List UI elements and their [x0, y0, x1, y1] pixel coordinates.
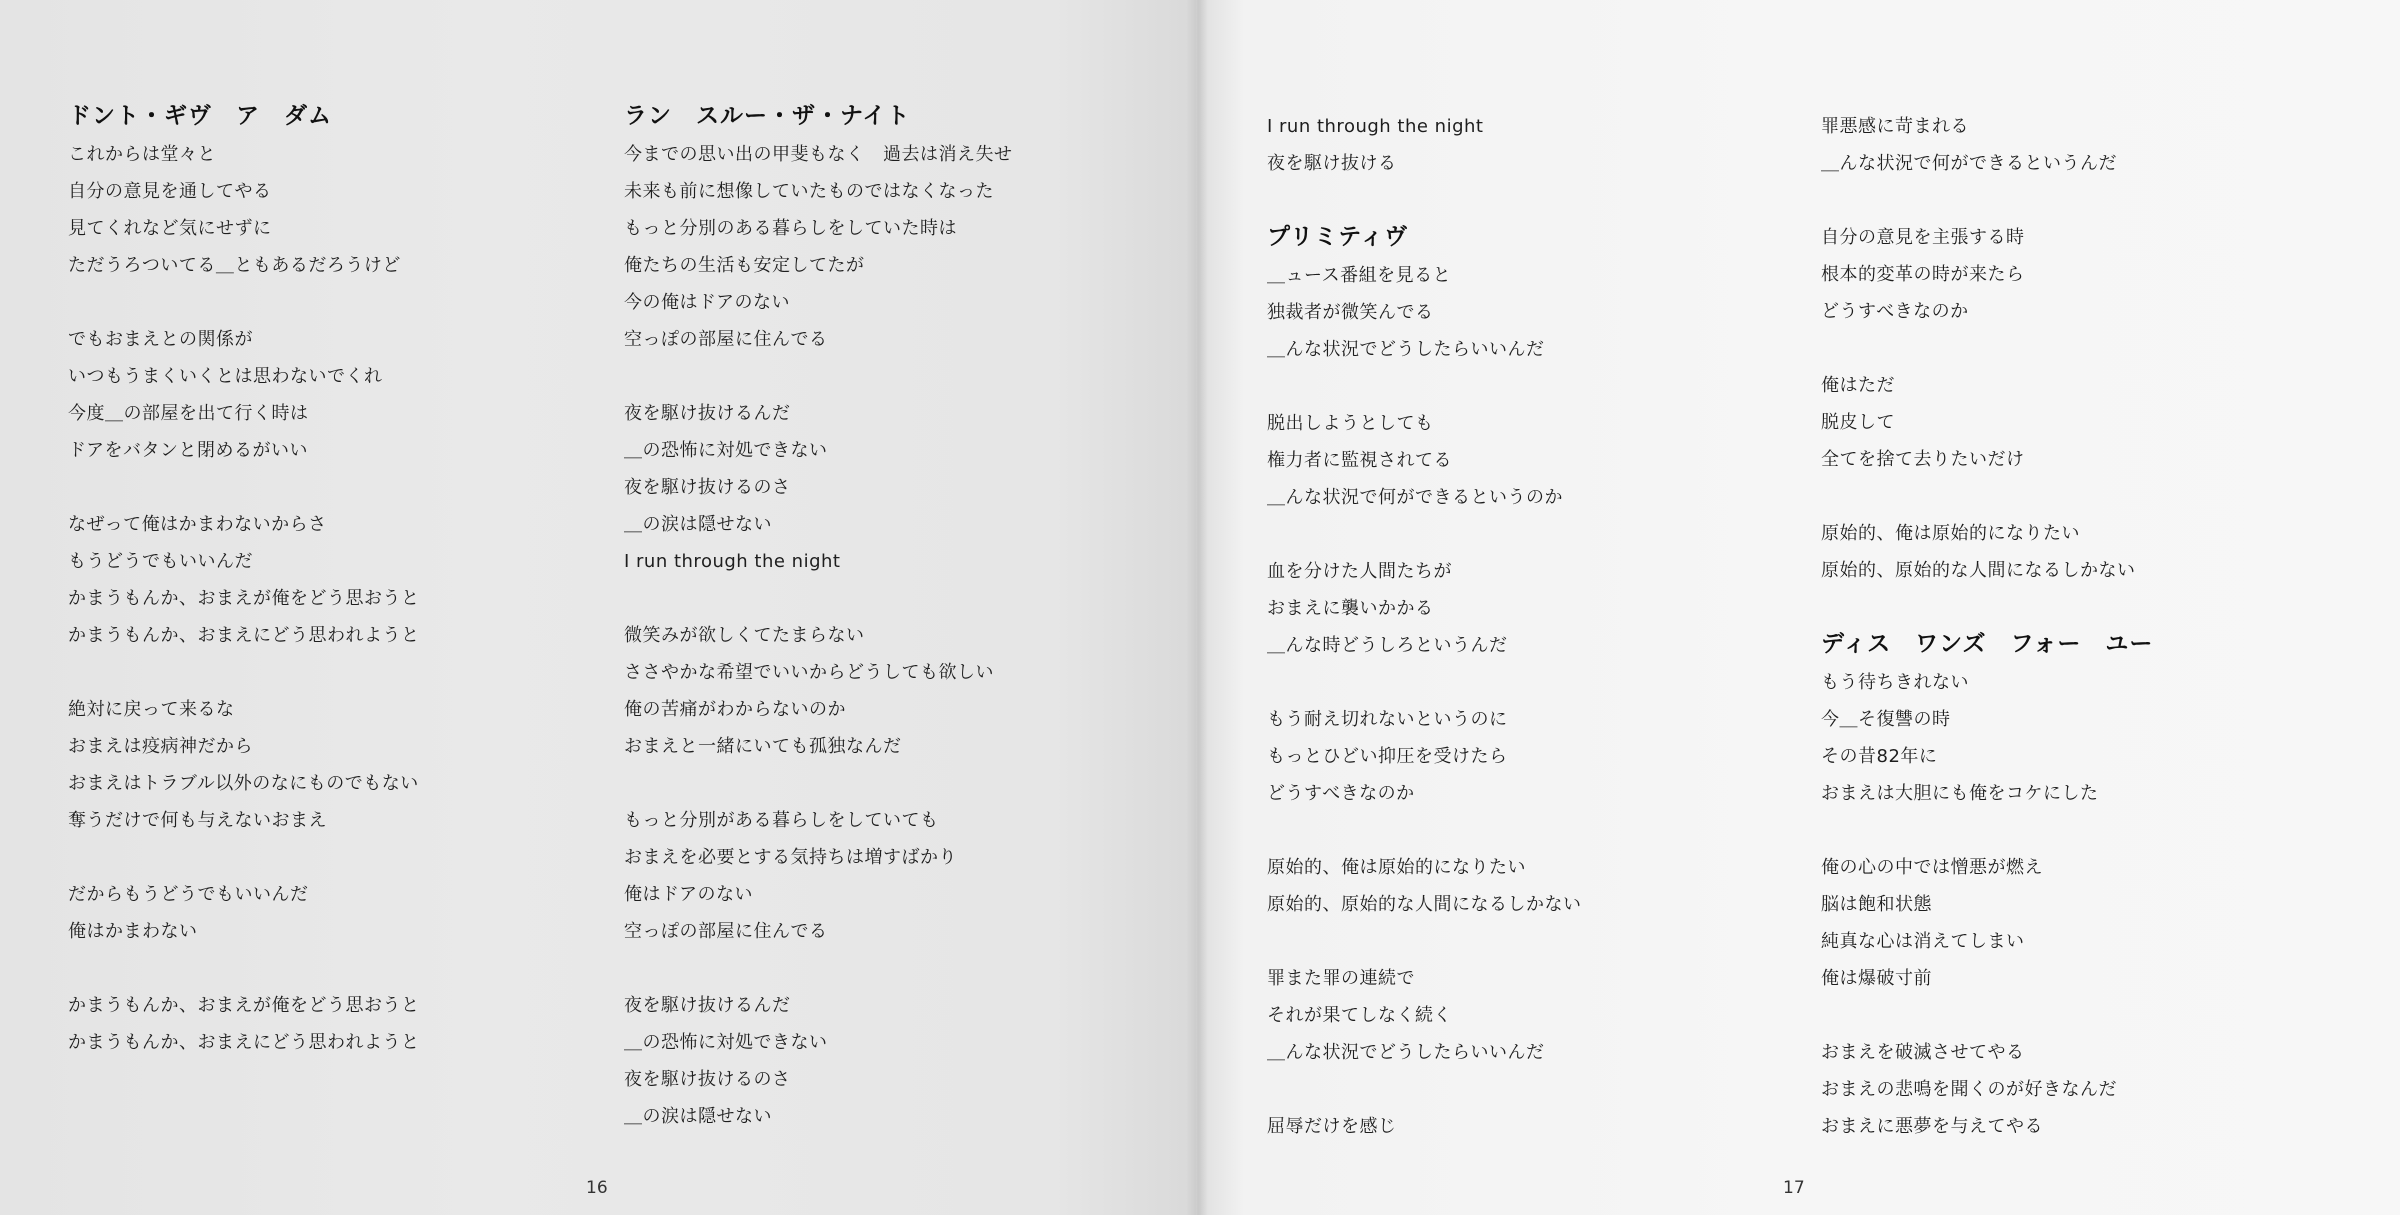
lyric-line: ＿んな状況でどうしたらいいんだ	[1267, 1042, 1545, 1063]
lyric-line: それが果てしなく続く	[1267, 1005, 1452, 1026]
song-run-through-the-night	[624, 97, 1164, 1135]
lyric-line: 空っぽの部屋に住んでる	[624, 329, 828, 350]
stanza-gap	[1267, 368, 1807, 405]
lyric-line: もっと分別のある暮らしをしていた時は	[624, 218, 957, 239]
stanza-gap	[1821, 330, 2361, 367]
lyric-line: 脱皮して	[1821, 412, 1895, 433]
lyric-line: もう耐え切れないというのに	[1267, 709, 1508, 730]
lyric-line: 独裁者が微笑んでる	[1267, 302, 1434, 323]
stanza-gap	[1821, 997, 2361, 1034]
lyric-line: どうすべきなのか	[1821, 301, 1969, 322]
lyric-line: おまえは疫病神だから	[68, 736, 253, 757]
lyric-line: だからもうどうでもいいんだ	[68, 884, 309, 905]
lyrics-column-1	[68, 97, 608, 1097]
page-number: 17	[1783, 1178, 1805, 1198]
lyric-line: かまうもんか、おまえにどう思われようと	[68, 1032, 420, 1053]
lyric-line: これからは堂々と	[68, 144, 216, 165]
song-dont-give-a-damn	[68, 97, 608, 1061]
stanza-gap	[68, 284, 608, 321]
lyric-line: 原始的、俺は原始的になりたい	[1821, 523, 2080, 544]
lyric-line: おまえは大胆にも俺をコケにした	[1821, 783, 2099, 804]
lyric-line: 夜を駆け抜けるのさ	[624, 1069, 791, 1090]
song-title: プリミティヴ	[1267, 224, 1409, 250]
lyric-line: ＿んな状況で何ができるというのか	[1267, 487, 1563, 508]
stanza-gap	[68, 654, 608, 691]
lyric-line: 血を分けた人間たちが	[1267, 561, 1452, 582]
lyric-line: 原始的、原始的な人間になるしかない	[1821, 560, 2136, 581]
lyric-line: ＿んな状況でどうしたらいいんだ	[1267, 339, 1545, 360]
lyric-line: かまうもんか、おまえにどう思われようと	[68, 625, 420, 646]
lyric-line: ＿の涙は隠せない	[624, 514, 772, 535]
lyric-line: 根本的変革の時が来たら	[1821, 264, 2025, 285]
lyric-line: 俺はかまわない	[68, 921, 198, 942]
lyric-line: 権力者に監視されてる	[1267, 450, 1452, 471]
lyric-line: 俺の苦痛がわからないのか	[624, 699, 846, 720]
lyric-line: おまえを破滅させてやる	[1821, 1042, 2025, 1063]
lyric-line: 夜を駆け抜けるのさ	[624, 477, 791, 498]
stanza-gap	[1267, 812, 1807, 849]
lyric-line: 全てを捨て去りたいだけ	[1821, 449, 2025, 470]
stanza-gap	[624, 358, 1164, 395]
lyric-line: 俺たちの生活も安定してたが	[624, 255, 865, 276]
lyrics-column-3	[1267, 108, 1807, 1181]
song-this-ones-for-you	[1821, 625, 2361, 1145]
stanza-gap	[624, 765, 1164, 802]
lyric-line: かまうもんか、おまえが俺をどう思おうと	[68, 588, 420, 609]
stanza-gap	[1267, 1071, 1807, 1108]
lyric-line: ＿の恐怖に対処できない	[624, 1032, 828, 1053]
stanza-gap	[1821, 182, 2361, 219]
song-title: ディス ワンズ フォー ユー	[1821, 631, 2154, 657]
lyric-line: ドアをバタンと閉めるがいい	[68, 440, 308, 461]
lyric-line: 未来も前に想像していたものではなくなった	[624, 181, 994, 202]
lyric-line: 原始的、俺は原始的になりたい	[1267, 857, 1526, 878]
lyric-line: おまえはトラブル以外のなにものでもない	[68, 773, 419, 794]
lyric-line: もっとひどい抑圧を受けたら	[1267, 746, 1508, 767]
lyric-line: 罪また罪の連続で	[1267, 968, 1415, 989]
lyric-line: I run through the night	[1267, 116, 1484, 137]
page-number: 16	[586, 1178, 608, 1198]
stanza-gap	[1821, 478, 2361, 515]
lyric-line: ＿の涙は隠せない	[624, 1106, 772, 1127]
lyric-line: その昔82年に	[1821, 746, 1938, 767]
lyric-line: 俺は爆破寸前	[1821, 968, 1932, 989]
lyric-line: 脳は飽和状態	[1821, 894, 1932, 915]
lyric-line: もっと分別がある暮らしをしていても	[624, 810, 939, 831]
stanza-gap	[1267, 516, 1807, 553]
lyric-line: どうすべきなのか	[1267, 783, 1415, 804]
lyric-line: 夜を駆け抜ける	[1267, 153, 1397, 174]
lyric-line: おまえと一緒にいても孤独なんだ	[624, 736, 902, 757]
lyric-line: ＿んな状況で何ができるというんだ	[1821, 153, 2117, 174]
lyrics-column-2	[624, 97, 1164, 1171]
lyric-line: 夜を駆け抜けるんだ	[624, 995, 791, 1016]
lyric-line: 夜を駆け抜けるんだ	[624, 403, 791, 424]
lyric-line: 今までの思い出の甲斐もなく 過去は消え失せ	[624, 144, 1013, 165]
lyric-line: 屈辱だけを感じ	[1267, 1116, 1397, 1137]
lyric-line: いつもうまくいくとは思わないでくれ	[68, 366, 383, 387]
stanza-gap	[68, 950, 608, 987]
lyric-line: もうどうでもいいんだ	[68, 551, 253, 572]
stanza-gap	[624, 950, 1164, 987]
lyric-line: ＿んな時どうしろというんだ	[1267, 635, 1508, 656]
lyric-line: 純真な心は消えてしまい	[1821, 931, 2025, 952]
lyric-line: 微笑みが欲しくてたまらない	[624, 625, 865, 646]
lyric-line: 空っぽの部屋に住んでる	[624, 921, 828, 942]
lyric-line: おまえの悲鳴を聞くのが好きなんだ	[1821, 1079, 2117, 1100]
lyric-line: 今度＿の部屋を出て行く時は	[68, 403, 309, 424]
lyric-line: でもおまえとの関係が	[68, 329, 253, 350]
lyric-line: ささやかな希望でいいからどうしても欲しい	[624, 662, 994, 683]
lyric-line: ＿ュース番組を見ると	[1267, 265, 1452, 286]
lyric-line: 自分の意見を主張する時	[1821, 227, 2025, 248]
stanza-gap	[1821, 812, 2361, 849]
stanza-gap	[68, 469, 608, 506]
lyric-line: なぜって俺はかまわないからさ	[68, 514, 327, 535]
stanza-gap	[1267, 923, 1807, 960]
stanza-gap	[68, 839, 608, 876]
lyric-line: おまえに悪夢を与えてやる	[1821, 1116, 2043, 1137]
lyric-line: 脱出しようとしても	[1267, 413, 1434, 434]
lyric-line: 今の俺はドアのない	[624, 292, 790, 313]
lyrics-column-4	[1821, 108, 2361, 1181]
lyric-line: I run through the night	[624, 551, 841, 572]
lyric-line: 今＿そ復讐の時	[1821, 709, 1951, 730]
lyric-line: もう待ちきれない	[1821, 672, 1969, 693]
binding-gutter	[1186, 0, 1208, 1215]
left-page	[0, 0, 1196, 1215]
lyric-line: 見てくれなど気にせずに	[68, 218, 272, 239]
lyric-line: 罪悪感に苛まれる	[1821, 116, 1969, 137]
song-title: ラン スルー・ザ・ナイト	[624, 103, 911, 129]
stanza-gap	[624, 580, 1164, 617]
song-primitive-continued	[1821, 108, 2361, 589]
lyric-line: 自分の意見を通してやる	[68, 181, 272, 202]
stanza-gap	[1267, 664, 1807, 701]
lyric-line: 奪うだけで何も与えないおまえ	[68, 810, 327, 831]
song-continued	[1267, 108, 1807, 182]
lyric-line: 俺の心の中では憎悪が燃え	[1821, 857, 2043, 878]
song-title: ドント・ギヴ ア ダム	[68, 103, 332, 129]
lyric-line: ＿の恐怖に対処できない	[624, 440, 828, 461]
lyric-line: ただうろついてる＿ともあるだろうけど	[68, 255, 401, 276]
lyric-line: 俺はドアのない	[624, 884, 753, 905]
lyric-line: 原始的、原始的な人間になるしかない	[1267, 894, 1582, 915]
song-primitive	[1267, 218, 1807, 1145]
lyric-line: おまえを必要とする気持ちは増すばかり	[624, 847, 957, 868]
lyric-line: 絶対に戻って来るな	[68, 699, 235, 720]
lyric-line: かまうもんか、おまえが俺をどう思おうと	[68, 995, 420, 1016]
lyric-line: おまえに襲いかかる	[1267, 598, 1434, 619]
lyric-line: 俺はただ	[1821, 375, 1895, 396]
